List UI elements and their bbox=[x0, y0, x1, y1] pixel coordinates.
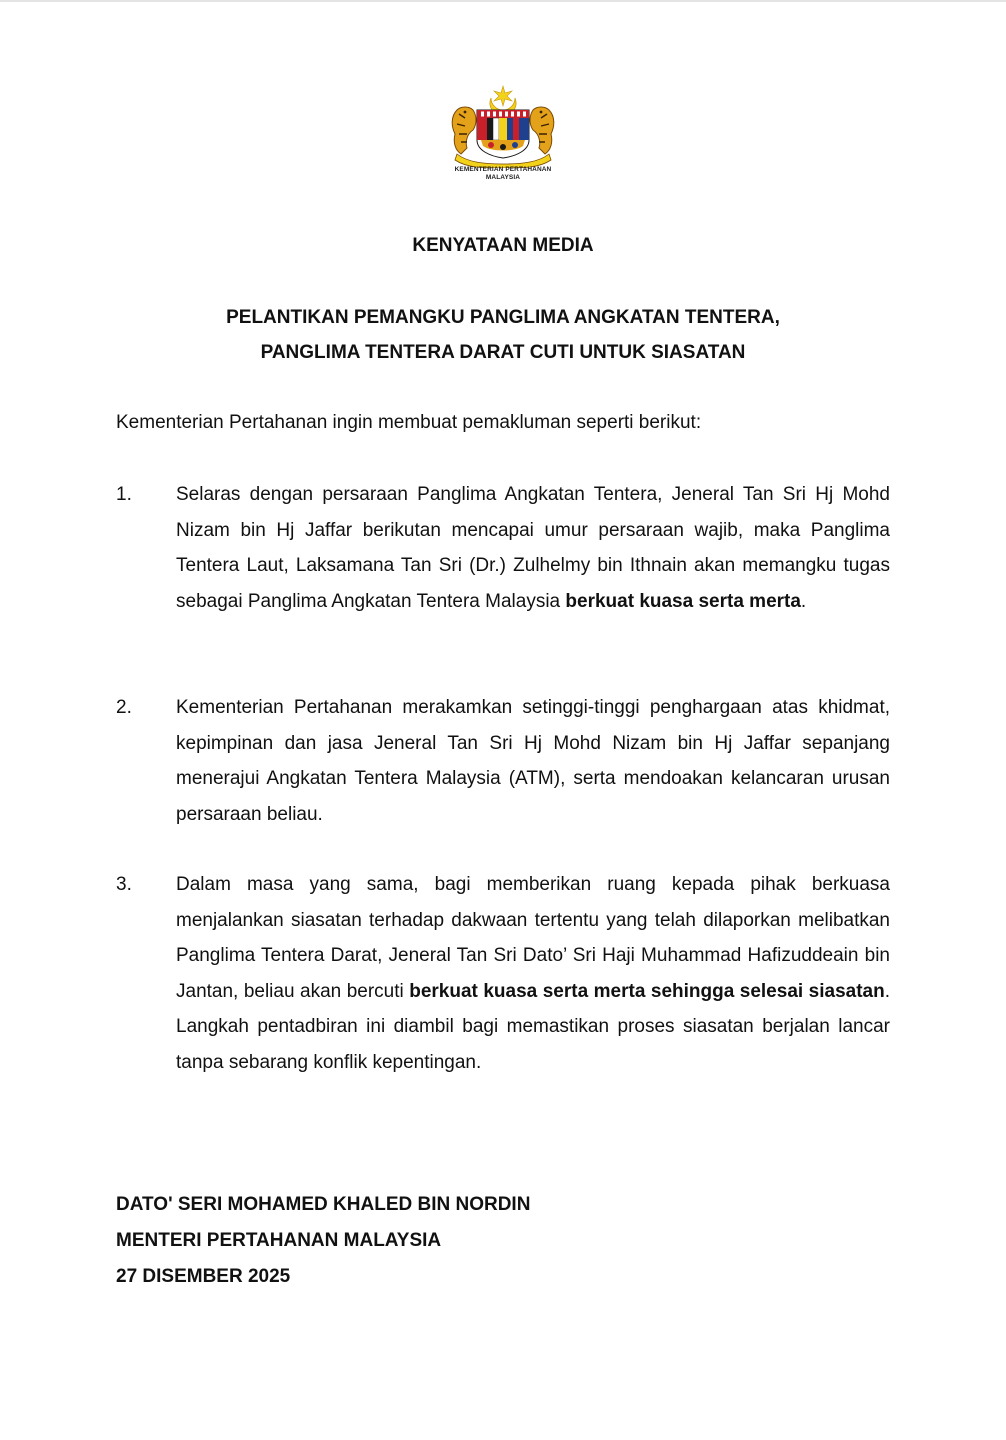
paragraph-text bbox=[176, 477, 890, 619]
paragraph-text-segment: . bbox=[800, 590, 807, 612]
letterhead-caption-line1: KEMENTERIAN PERTAHANAN bbox=[454, 166, 552, 173]
signatory-title: MENTERI PERTAHANAN MALAYSIA bbox=[116, 1230, 442, 1251]
signatory-name: DATO' SERI MOHAMED KHALED BIN NORDIN bbox=[116, 1194, 531, 1215]
statement-date: 27 DISEMBER 2025 bbox=[116, 1266, 291, 1287]
paragraph-text-segment: . Langkah pentadbiran ini diambil bagi memastikan proses siasatan berjalan lancar tanpa sebarang konflik kepentingan. bbox=[176, 980, 890, 1073]
letterhead-caption-line2: MALAYSIA bbox=[485, 174, 521, 181]
paragraph-3 bbox=[116, 867, 890, 1080]
paragraph-text bbox=[176, 690, 890, 832]
intro-sentence: Kementerian Pertahanan ingin membuat pemakluman seperti berikut: bbox=[116, 412, 702, 433]
paragraph-text-segment: Kementerian Pertahanan merakamkan setinggi-tinggi penghargaan atas khidmat, kepimpinan dan jasa Jeneral Tan Sri Hj Mohd Nizam bin Hj Jaffar sepanjang menerajui Angkatan Tentera Malaysia (ATM), serta mendoakan kelancaran urusan persaraan beliau. bbox=[176, 697, 890, 825]
document-type-heading: KENYATAAN MEDIA bbox=[412, 235, 594, 256]
paragraph-number: 2. bbox=[116, 697, 132, 718]
paragraph-text-emphasis: berkuat kuasa serta merta bbox=[565, 590, 801, 612]
paragraph-number: 1. bbox=[116, 484, 132, 505]
paragraph-number: 3. bbox=[116, 874, 132, 895]
paragraph-text-segment: Selaras dengan persaraan Panglima Angkatan Tentera, Jeneral Tan Sri Hj Mohd Nizam bin Hj Jaffar berikutan mencapai umur persaraan wajib, maka Panglima Tentera Laut, Laksamana Tan Sri (Dr.) Zulhelmy bin Ithnain akan memangku tugas sebagai Panglima Angkatan Tentera Malaysia bbox=[176, 484, 890, 612]
paragraph-1 bbox=[116, 477, 890, 619]
document-title-line1: PELANTIKAN PEMANGKU PANGLIMA ANGKATAN TENTERA, bbox=[226, 307, 780, 328]
paragraph-text bbox=[176, 867, 890, 1080]
paragraph-text-emphasis: berkuat kuasa serta merta sehingga selesai siasatan bbox=[409, 980, 885, 1002]
paragraph-text-segment: Dalam masa yang sama, bagi memberikan ruang kepada pihak berkuasa menjalankan siasatan terhadap dakwaan tertentu yang telah dilaporkan melibatkan Panglima Tentera Darat, Jeneral Tan Sri Dato’ Sri Haji Muhammad Hafizuddeain bin Jantan, beliau akan bercuti bbox=[176, 874, 890, 1002]
paragraph-2 bbox=[116, 690, 890, 832]
page-top-edge bbox=[0, 0, 1006, 2]
document-title-line2: PANGLIMA TENTERA DARAT CUTI UNTUK SIASATAN bbox=[260, 342, 746, 363]
letterhead-caption bbox=[403, 166, 603, 182]
